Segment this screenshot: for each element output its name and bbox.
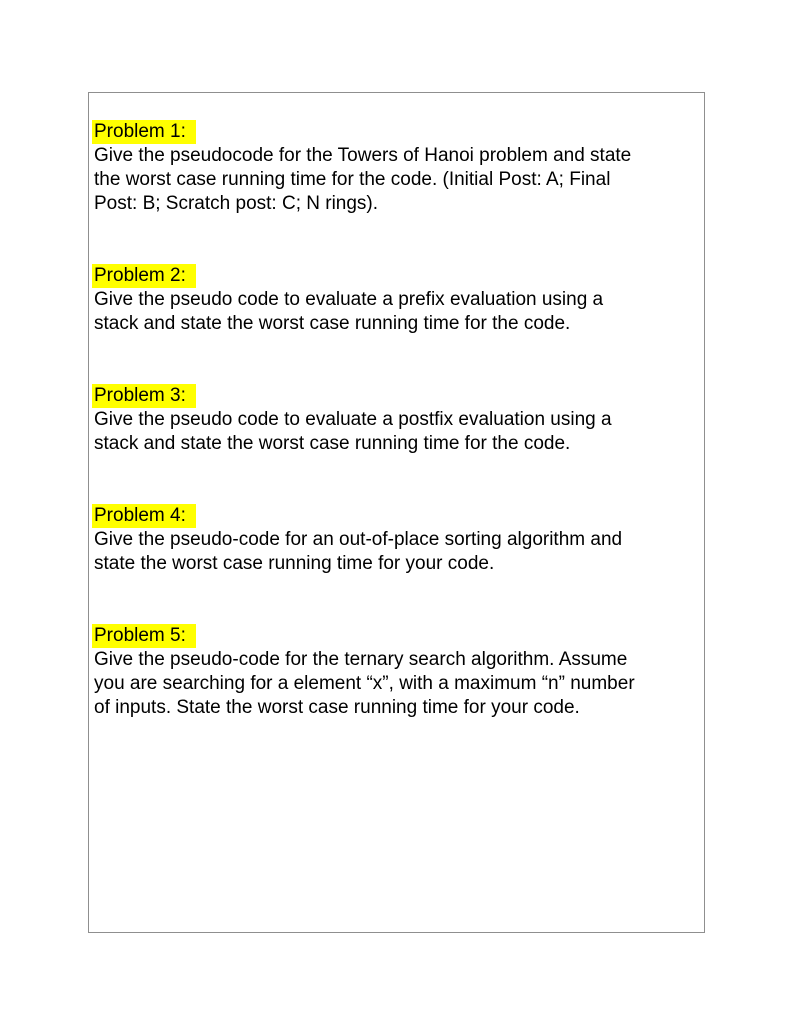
problem-text-line: Give the pseudocode for the Towers of Hanoi problem and state (94, 145, 632, 166)
problem-text-line: stack and state the worst case running time for the code. (94, 313, 571, 334)
problem-label-highlight: Problem 1: (92, 120, 196, 144)
problem-text-line: Give the pseudo-code for the ternary search algorithm. Assume (94, 649, 628, 670)
problem-text-line: you are searching for a element “x”, with a maximum “n” number (94, 673, 635, 694)
problem-block (94, 264, 698, 336)
problem-label-line (94, 504, 698, 528)
document-box (88, 92, 705, 933)
problem-block (94, 384, 698, 456)
problem-label-highlight: Problem 4: (92, 504, 196, 528)
problem-text-line: Give the pseudo code to evaluate a prefix evaluation using a (94, 289, 604, 310)
problem-label-highlight: Problem 5: (92, 624, 196, 648)
problem-text-line: Post: B; Scratch post: C; N rings). (94, 193, 379, 214)
problem-text-line: of inputs. State the worst case running time for your code. (94, 697, 580, 718)
problem-text-line: the worst case running time for the code. (Initial Post: A; Final (94, 169, 611, 190)
problem-text-line: Give the pseudo-code for an out-of-place sorting algorithm and (94, 529, 623, 550)
problem-text-line: Give the pseudo code to evaluate a postfix evaluation using a (94, 409, 612, 430)
problem-block (94, 624, 698, 720)
problem-label-line (94, 384, 698, 408)
problem-block (94, 120, 698, 216)
problem-text-line: stack and state the worst case running time for the code. (94, 433, 571, 454)
problem-label-highlight: Problem 3: (92, 384, 196, 408)
problem-label-line (94, 624, 698, 648)
problem-label-highlight: Problem 2: (92, 264, 196, 288)
problem-block (94, 504, 698, 576)
problem-text-line: state the worst case running time for your code. (94, 553, 495, 574)
problem-label-line (94, 120, 698, 144)
problem-label-line (94, 264, 698, 288)
